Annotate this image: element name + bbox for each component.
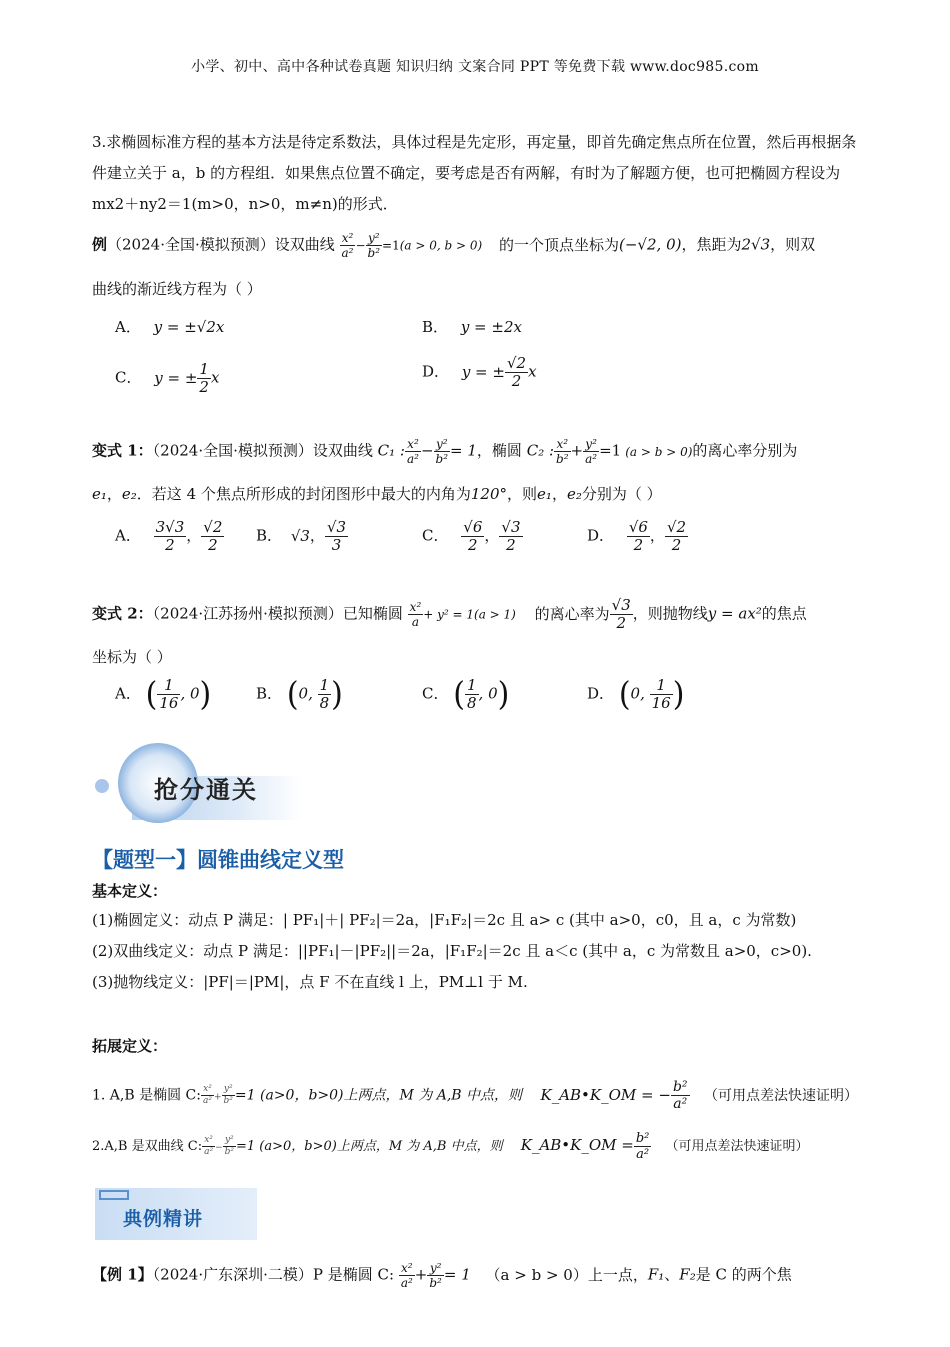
option-frac: $\frac{1}{8}$	[466, 676, 477, 712]
example-final-line: 【例 1】（2024·广东深圳·二模）P 是椭圆 C: $\frac{\text{x²}}{\text{a²}}$ + $\frac{\text{y²}}{\text{b²}}$ = 1 （a > b > 0）上一点，F₁、F₂是 C 的两个焦	[92, 1261, 792, 1290]
variant2-mid: 的离心率为	[534, 604, 610, 623]
ext1-k: K_AB•K_OM = −	[540, 1085, 671, 1104]
ext2-frac-y: $\frac{\text{y²}}{\text{b²}}$	[224, 1135, 234, 1157]
option-frac-b: $\frac{√2}{2}$	[203, 518, 223, 554]
variant1-c2: C₂ :	[526, 441, 555, 460]
definition-ellipse: (1)椭圆定义：动点 P 满足：| PF₁|＋| PF₂|＝2a，|F₁F₂|＝2c 且 a> c (其中 a>0，c0，且 a，c 为常数)	[92, 911, 797, 929]
variant2-tail: 的焦点	[761, 604, 807, 623]
variant2-option-b[interactable]: B． (0, $\frac{1}{8}$ )	[256, 674, 343, 714]
variant2-frac-x: $\frac{\text{x²}}{a}$	[409, 600, 422, 629]
example1-option-a[interactable]	[115, 316, 224, 337]
variant1-option-b[interactable]: B． √3， $\frac{√3}{3}$	[256, 518, 347, 554]
option-frac-b: $\frac{√3}{3}$	[326, 518, 347, 554]
option-frac-a: $\frac{√6}{2}$	[463, 518, 483, 554]
variant1-tail: 的离心率分别为	[692, 441, 798, 460]
variant2-option-d[interactable]: D． (0, $\frac{1}{16}$ )	[587, 674, 685, 714]
variant1-e1-b: e₁	[537, 485, 552, 503]
variant1-frac-x: $\frac{\text{x²}}{\text{a²}}$	[406, 437, 419, 466]
variant2-label: 变式 2：	[92, 604, 153, 623]
example1-frac-x: $\frac{\text{x²}}{\text{a²}}$	[341, 231, 354, 260]
ext1-prefix: 1. A,B 是椭圆 C:	[92, 1087, 201, 1104]
variant2-line2: 坐标为（ ）	[92, 648, 172, 666]
ext1-frac-x: $\frac{\text{x²}}{\text{a²}}$	[203, 1084, 212, 1106]
option-label: B．	[256, 684, 283, 703]
option-pre: y = ±	[154, 368, 198, 387]
option-pre: y = ±	[461, 362, 505, 381]
variant1-mid: ，椭圆	[476, 441, 522, 460]
option-label: A．	[115, 684, 141, 703]
variant1-sep: ，	[106, 485, 122, 503]
ext2-k: K_AB•K_OM =	[520, 1136, 634, 1154]
option-frac: $\frac{√2}{2}$	[506, 354, 527, 390]
banner-text: 抢分通关	[154, 776, 258, 804]
variant1-line2	[92, 483, 662, 504]
option-post: x	[210, 368, 220, 387]
option-label: D．	[587, 526, 615, 545]
example-final-f1: F₁	[647, 1265, 665, 1284]
definition-parabola: (3)抛物线定义：|PF|＝|PM|，点 F 不在直线 l 上，PM⊥l 于 M.	[92, 973, 528, 991]
variant1-e1: e₁	[92, 485, 107, 503]
example1-mid1: 的一个顶点坐标为	[499, 235, 620, 254]
type1-title: 【题型一】圆锥曲线定义型	[92, 848, 344, 872]
example-final-frac-x: $\frac{\text{x²}}{\text{a²}}$	[400, 1261, 413, 1290]
variant1-line2b: ，则	[507, 485, 538, 503]
variant1-option-d[interactable]: D． $\frac{√6}{2}$ ， $\frac{√2}{2}$	[587, 518, 687, 554]
option-label: D．	[587, 684, 615, 703]
ext2-frac-ba: $\frac{\text{b²}}{\text{a²}}$	[635, 1131, 650, 1162]
option-frac: $\frac{1}{16}$	[651, 676, 671, 712]
option-frac-a: $\frac{√6}{2}$	[628, 518, 648, 554]
variant1-source: （2024·全国·模拟预测）设双曲线	[152, 441, 373, 460]
variant1-e2-b: e₂	[566, 485, 582, 503]
option-frac-a: $\frac{3√3}{2}$	[155, 518, 185, 554]
variant1-frac-y2: $\frac{\text{y²}}{\text{a²}}$	[585, 437, 598, 466]
definition-hyperbola: (2)双曲线定义：动点 P 满足：||PF₁|－|PF₂||＝2a，|F₁F₂|＝2c 且 a＜c (其中 a，c 为常数且 a>0，c>0).	[92, 942, 812, 960]
example-final-sep: 、	[664, 1265, 680, 1284]
option-label: A．	[115, 526, 141, 545]
option-label: A．	[115, 318, 141, 336]
ext2-frac-x: $\frac{\text{x²}}{\text{a²}}$	[204, 1135, 214, 1157]
ext1-note: （可用点差法快速证明）	[703, 1087, 858, 1104]
example1-line2: 曲线的渐近线方程为（ ）	[92, 280, 262, 298]
example1-focal: 2√3	[741, 235, 771, 254]
variant1-line2c: 分别为（ ）	[581, 485, 662, 503]
basic-definition-label: 基本定义：	[92, 882, 168, 900]
extended-definition-label: 拓展定义：	[92, 1037, 168, 1055]
variant2-eq-tail: + y² = 1(a > 1)	[423, 607, 516, 622]
option-label: C．	[422, 526, 449, 545]
extended-def-1: 1. A,B 是椭圆 C: $\frac{\text{x²}}{\text{a²}}$ + $\frac{\text{y²}}{\text{b²}}$ =1 (a>0，b>0)上两点，M 为 A,B 中点，则 K_AB•K_OM = − $\frac{\text{b²}}{\text{a²}}$ （可用点差法快速证明）	[92, 1079, 858, 1112]
ext1-text: =1 (a>0，b>0)上两点，M 为 A,B 中点，则	[234, 1087, 523, 1104]
variant2-mid2: ，则抛物线	[632, 604, 708, 623]
example-final-eq: = 1	[443, 1265, 471, 1284]
variant1-frac-x2: $\frac{\text{x²}}{\text{b²}}$	[556, 437, 569, 466]
option-label: B．	[256, 526, 283, 545]
option-frac-b: $\frac{√2}{2}$	[666, 518, 687, 554]
method-paragraph: 3.求椭圆标准方程的基本方法是待定系数法，具体过程是先定形，再定量，即首先确定焦点所在位置，然后再根据条件建立关于 a，b 的方程组．如果焦点位置不确定，要考虑是否有两解，有时为了解题方便，也可把椭圆方程设为 mx2＋ny2＝1(m>0，n>0，m≠n)的形式．	[92, 133, 857, 213]
option-frac: $\frac{1}{2}$	[199, 360, 209, 396]
option-frac: $\frac{1}{16}$	[159, 676, 179, 712]
ext2-text: =1 (a>0，b>0)上两点，M 为 A,B 中点，则	[235, 1139, 503, 1154]
variant1-eq-one: = 1	[450, 441, 477, 460]
variant2-option-a[interactable]: A． ( $\frac{1}{16}$ , 0)	[115, 674, 212, 714]
example1-cond: (a > 0, b > 0)	[399, 238, 483, 253]
variant2-source: （2024·江苏扬州·模拟预测）已知椭圆	[152, 604, 403, 623]
example1-label: 例	[92, 235, 108, 254]
example1-frac-y: $\frac{\text{y²}}{\text{b²}}$	[367, 231, 381, 260]
ext1-frac-y: $\frac{\text{y²}}{\text{b²}}$	[223, 1084, 233, 1106]
example1-option-c[interactable]	[115, 362, 219, 395]
example-final-label: 【例 1】	[92, 1265, 153, 1284]
example-final-frac-y: $\frac{\text{y²}}{\text{b²}}$	[429, 1261, 442, 1290]
option-label: D．	[422, 362, 450, 381]
option-frac-b: $\frac{√3}{2}$	[501, 518, 521, 554]
example-final-cond: （a > b > 0）上一点，	[485, 1265, 648, 1284]
ext1-frac-ba: $\frac{\text{b²}}{\text{a²}}$	[672, 1079, 688, 1112]
example1-source: （2024·全国·模拟预测）设双曲线	[107, 235, 335, 254]
variant1-c1: C₁ :	[377, 441, 405, 460]
variant1-e2: e₂	[121, 485, 137, 503]
example1-vertex: (−√2, 0)	[619, 235, 682, 254]
ext2-prefix: 2.A,B 是双曲线 C:	[92, 1139, 203, 1154]
variant2-line1	[92, 598, 807, 631]
extended-def-2: 2.A,B 是双曲线 C: $\frac{\text{x²}}{\text{a²}}$ − $\frac{\text{y²}}{\text{b²}}$ =1 (a>0，b>0)上两点，M 为 A,B 中点，则 K_AB•K_OM = $\frac{\text{b²}}{\text{a²}}$ （可用点差法快速证明）	[92, 1131, 809, 1162]
variant2-parabola: y = ax²	[707, 604, 762, 623]
example-final-source: （2024·广东深圳·二模）P 是椭圆 C:	[152, 1265, 395, 1284]
example1-line1: 例（2024·全国·模拟预测）设双曲线 $\frac{\text{x²}}{\text{a²}}$ − $\frac{\text{y²}}{\text{b²}}$ =1(a > 0, b > 0) 的一个顶点坐标为(−√2, 0)，焦距为2√3，则双	[92, 231, 816, 260]
variant1-label: 变式 1：	[92, 441, 153, 460]
example1-option-d[interactable]	[422, 356, 537, 389]
option-expr: y = ±√2x	[153, 318, 225, 336]
example-final-f2: F₂	[679, 1265, 696, 1284]
variant1-cond: (a > b > 0)	[625, 444, 693, 459]
example1-tail: ，则双	[770, 235, 816, 254]
variant2-ecc: $\frac{√3}{2}$	[611, 596, 631, 632]
option-label: C．	[422, 684, 449, 703]
sub-banner-text: 典例精讲	[123, 1208, 204, 1230]
variant1-option-a[interactable]: A． $\frac{3√3}{2}$ ， $\frac{√2}{2}$	[115, 518, 223, 554]
option-label: C．	[115, 368, 142, 387]
option-frac: $\frac{1}{8}$	[319, 676, 330, 712]
section-banner	[92, 740, 302, 830]
option-label: B．	[422, 318, 449, 336]
variant1-frac-y: $\frac{\text{y²}}{\text{b²}}$	[435, 437, 449, 466]
variant1-sep-b: ，	[551, 485, 567, 503]
variant1-line2a: ．若这 4 个焦点所形成的封闭图形中最大的内角为	[136, 485, 471, 503]
option-plain: √3	[290, 526, 310, 545]
variant1-angle: 120°	[470, 485, 508, 503]
example-final-tail: 是 C 的两个焦	[695, 1265, 792, 1284]
page-header: 小学、初中、高中各种试卷真题 知识归纳 文案合同 PPT 等免费下载 www.doc985.com	[191, 59, 759, 75]
example1-option-b[interactable]	[422, 316, 522, 337]
example1-mid2: ，焦距为	[681, 235, 742, 254]
option-post: x	[528, 362, 537, 381]
variant2-option-c[interactable]: C． ( $\frac{1}{8}$ , 0)	[422, 674, 510, 714]
variant1-line1: 变式 1：（2024·全国·模拟预测）设双曲线 C₁ : $\frac{\text{x²}}{\text{a²}}$ − $\frac{\text{y²}}{\text{b²}}$ = 1，椭圆 C₂ : $\frac{\text{x²}}{\text{b²}}$ + $\frac{\text{y²}}{\text{a²}}$ =1 (a > b > 0)的离心率分别为	[92, 437, 798, 466]
sub-banner	[95, 1188, 257, 1240]
option-expr: y = ±2x	[460, 318, 522, 336]
ext2-note: （可用点差法快速证明）	[665, 1139, 809, 1154]
variant1-option-c[interactable]: C． $\frac{√6}{2}$ ， $\frac{√3}{2}$	[422, 518, 521, 554]
sub-banner-accent	[99, 1190, 129, 1200]
